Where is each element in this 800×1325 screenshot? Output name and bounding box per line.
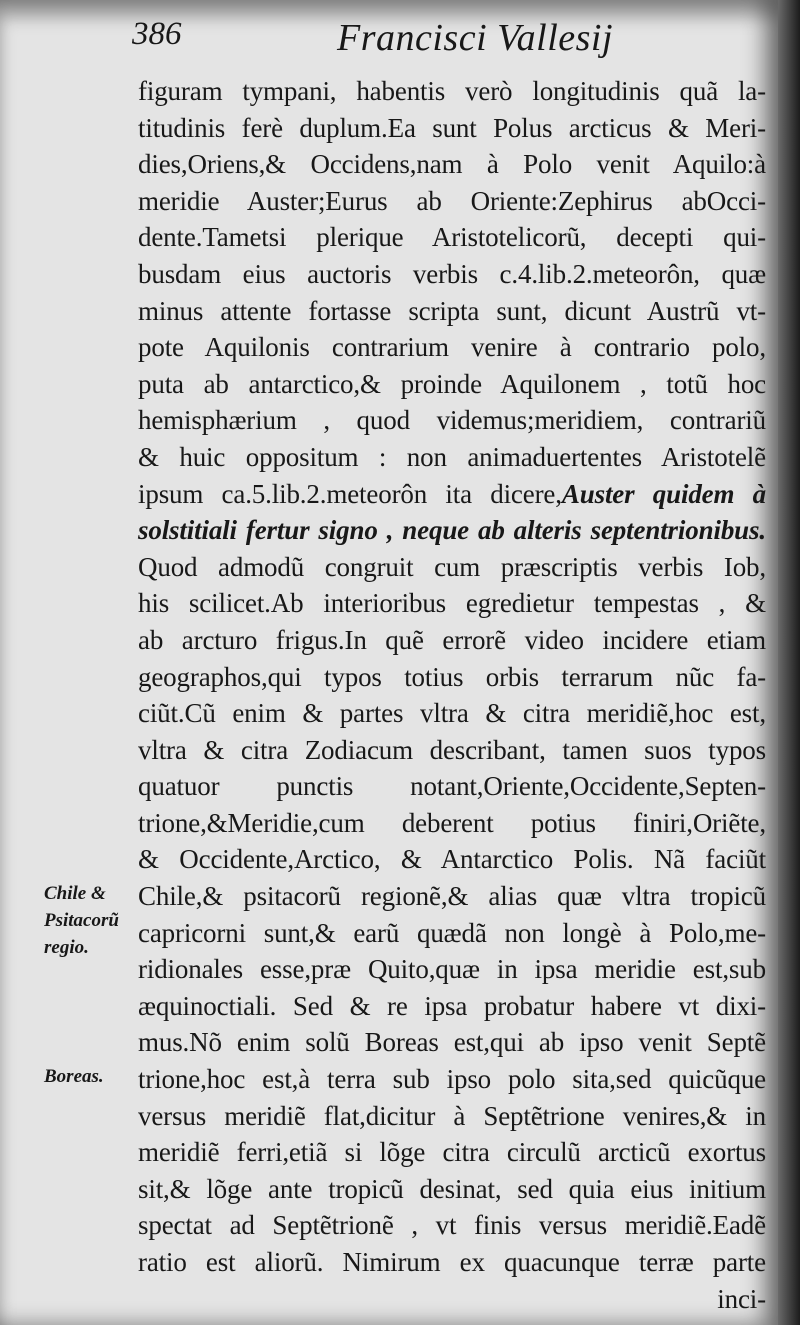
text-line: vltra & citra Zodiacum describant, tamen suos typos (138, 734, 766, 765)
text-line: Quod admodũ congruit cum præscriptis verbis Iob, (138, 551, 766, 582)
text-line: quatuor punctis notant,Oriente,Occidente,Septen- (138, 771, 766, 802)
text-line: geographos,qui typos totius orbis terrarum nũc fa- (138, 661, 766, 692)
text-line: Chile,& psitacorũ regionẽ,& alias quæ vltra tropicũ (138, 881, 766, 912)
text-line: æquinoctiali. Sed & re ipsa probatur habere vt dixi- (138, 990, 766, 1021)
text-line: trione,&Meridie,cum deberent potius finiri,Oriẽte, (138, 807, 766, 838)
text-line: titudinis ferè duplum.Ea sunt Polus arcticus & Meri- (138, 112, 766, 143)
text-line: & Occidente,Arctico, & Antarctico Polis. Nã faciũt (138, 844, 766, 875)
text-line: capricorni sunt,& earũ quædã non longè à Polo,me- (138, 917, 766, 948)
text-line: & huic oppositum : non animaduertentes Aristotelẽ (138, 441, 766, 472)
page-number: 386 (132, 16, 182, 52)
text-line: sit,& lõge ante tropicũ desinat, sed quia eius initium (138, 1173, 766, 1204)
italic-quote-start: Auster quidem à (561, 478, 766, 509)
text-line: ratio est aliorũ. Nimirum ex quacunque terræ parte (138, 1247, 766, 1277)
page-edge-shadow (778, 0, 800, 1325)
text-line: puta ab antarctico,& proinde Aquilonem , totũ hoc (138, 368, 766, 399)
text-line: pote Aquilonis contrarium venire à contrario polo, (138, 332, 766, 363)
margin-note-boreas: Boreas. (44, 1066, 104, 1087)
text-line-lead: ipsum ca.5.lib.2.meteorôn ita dicere, (138, 478, 562, 509)
body-text (138, 73, 766, 1317)
text-line: spectat ad Septẽtrionẽ , vt finis versus meridiẽ.Eadẽ (138, 1210, 766, 1241)
text-line: his scilicet.Ab interioribus egredietur tempestas , & (138, 588, 766, 619)
text-line: meridie Auster;Eurus ab Oriente:Zephirus abOcci- (138, 185, 766, 216)
text-line: ab arcturo frigus.In quẽ errorẽ video incidere etiam (138, 624, 766, 655)
text-line: busdam eius auctoris verbis c.4.lib.2.meteorôn, quæ (138, 258, 766, 289)
text-line: mus.Nõ enim solũ Boreas est,qui ab ipso venit Septẽ (138, 1027, 766, 1058)
text-line: versus meridiẽ flat,dicitur à Septẽtrione venires,& in (138, 1100, 766, 1131)
text-line: dies,Oriens,& Occidens,nam à Polo venit Aquilo:à (138, 149, 766, 180)
catchword: inci- (717, 1283, 766, 1314)
margin-note-chile: Chile & Psitacorũ regio. (44, 883, 119, 958)
running-head: Francisci Vallesij (337, 17, 614, 59)
text-line: ciũt.Cũ enim & partes vltra & citra meridiẽ,hoc est, (138, 698, 766, 729)
text-line: dente.Tametsi plerique Aristotelicorũ, decepti qui- (138, 222, 766, 253)
text-line: trione,hoc est,à terra sub ipso polo sita,sed quicũque (138, 1064, 766, 1095)
text-line: figuram tympani, habentis verò longitudinis quã la- (138, 76, 766, 106)
page-header (132, 12, 772, 72)
text-line-with-quote (138, 476, 766, 513)
text-line: meridiẽ ferri,etiã si lõge citra circulũ arcticũ exortus (138, 1137, 766, 1168)
text-line: minus attente fortasse scripta sunt, dicunt Austrũ vt- (138, 295, 766, 326)
text-line: hemisphærium , quod videmus;meridiem, contrariũ (138, 405, 766, 436)
italic-quote-line: solstitiali fertur signo , neque ab alteris septentrionibus. (138, 515, 766, 546)
text-line: ridionales esse,præ Quito,quæ in ipsa meridie est,sub (138, 954, 766, 985)
